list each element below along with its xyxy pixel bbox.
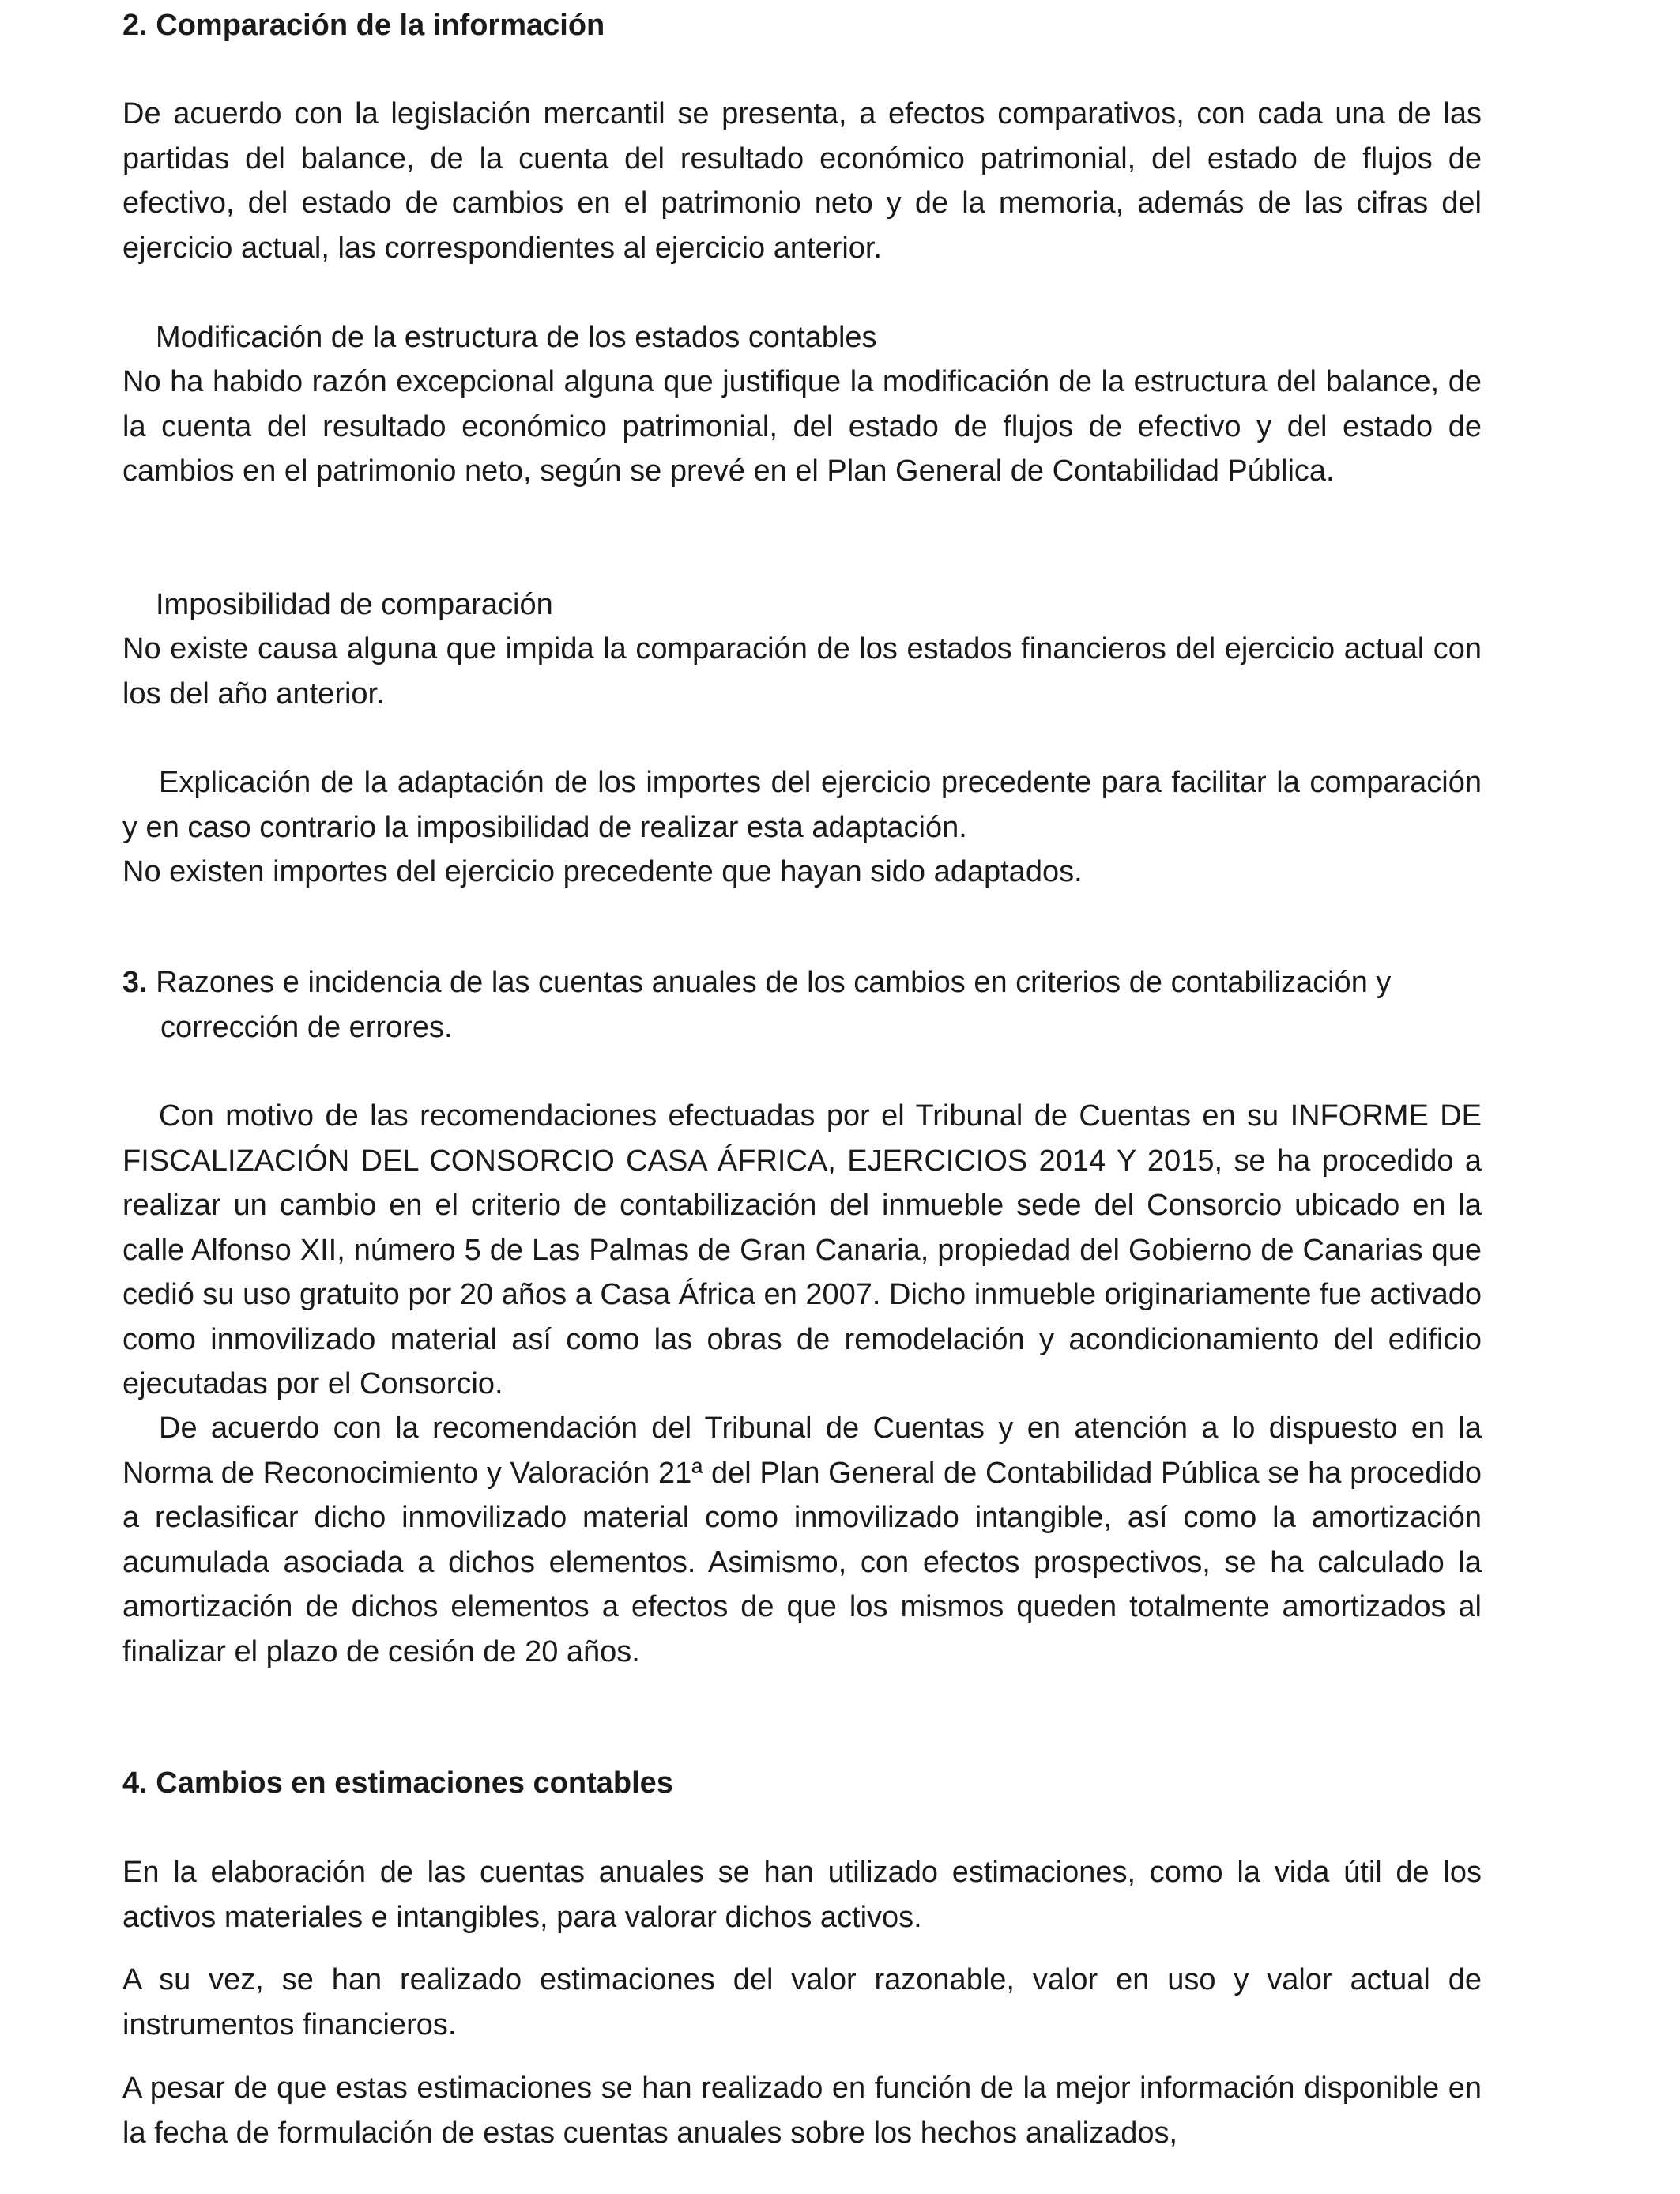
adaptation-result-paragraph: No existen importes del ejercicio precedente que hayan sido adaptados. (122, 855, 1083, 888)
imp-title-wrap (122, 582, 1482, 628)
modification-subtitle: Modificación de la estructura de los estados contables (156, 321, 877, 354)
adaptation-explanation-paragraph: Explicación de la adaptación de los importes del ejercicio precedente para facilitar la comparación y en caso contrario la imposibilidad de realizar esta adaptación. (122, 766, 1482, 844)
impossibility-subtitle: Imposibilidad de comparación (156, 588, 553, 621)
mod-title-wrap (122, 315, 1482, 360)
section-4-paragraph-2: A su vez, se han realizado estimaciones del valor razonable, valor en uso y valor actual de instrumentos financieros. (122, 1963, 1482, 2041)
section-4-heading: 4. Cambios en estimaciones contables (122, 1766, 673, 1800)
section-3-heading (122, 960, 1482, 1050)
section-2-heading: 2. Comparación de la información (122, 9, 605, 42)
section-3-paragraph-2: De acuerdo con la recomendación del Tribunal de Cuentas y en atención a lo dispuesto en la Norma de Reconocimiento y Valoración 21ª del Plan General de Contabilidad Pública se ha procedido a reclasificar dicho inmovilizado material como inmovilizado intangible, así como la amortización acumulada asociada a dichos elementos. Asimismo, con efectos prospectivos, se ha calculado la amortización de dichos elementos a efectos de que los mismos queden totalmente amortizados al finalizar el plazo de cesión de 20 años. (122, 1412, 1482, 1668)
impossibility-paragraph: No existe causa alguna que impida la comparación de los estados financieros del ejercicio actual con los del año anterior. (122, 632, 1482, 711)
section-3-number: 3. (122, 966, 148, 999)
section-3-heading-text: Razones e incidencia de las cuentas anuales de los cambios en criterios de contabilización y corrección de errores. (156, 966, 1392, 1044)
section-2-intro-paragraph: De acuerdo con la legislación mercantil se presenta, a efectos comparativos, con cada una de las partidas del balance, de la cuenta del resultado económico patrimonial, del estado de flujos de efectivo, del estado de cambios en el patrimonio neto y de la memoria, además de las cifras del ejercicio actual, las correspondientes al ejercicio anterior. (122, 97, 1482, 265)
modification-paragraph: No ha habido razón excepcional alguna que justifique la modificación de la estructura del balance, de la cuenta del resultado económico patrimonial, del estado de flujos de efectivo y del estado de cambios en el patrimonio neto, según se prevé en el Plan General de Contabilidad Pública. (122, 365, 1482, 488)
section-3-paragraph-1: Con motivo de las recomendaciones efectuadas por el Tribunal de Cuentas en su INFORME DE FISCALIZACIÓN DEL CONSORCIO CASA ÁFRICA, EJERCICIOS 2014 Y 2015, se ha procedido a realizar un cambio en el criterio de contabilización del inmueble sede del Consorcio ubicado en la calle Alfonso XII, número 5 de Las Palmas de Gran Canaria, propiedad del Gobierno de Canarias que cedió su uso gratuito por 20 años a Casa África en 2007. Dicho inmueble originariamente fue activado como inmovilizado material así como las obras de remodelación y acondicionamiento del edificio ejecutadas por el Consorcio. (122, 1099, 1482, 1400)
section-4-paragraph-1: En la elaboración de las cuentas anuales se han utilizado estimaciones, como la vida útil de los activos materiales e intangibles, para valorar dichos activos. (122, 1856, 1482, 1934)
section-4-paragraph-3: A pesar de que estas estimaciones se han realizado en función de la mejor información disponible en la fecha de formulación de estas cuentas anuales sobre los hechos analizados, (122, 2071, 1482, 2150)
